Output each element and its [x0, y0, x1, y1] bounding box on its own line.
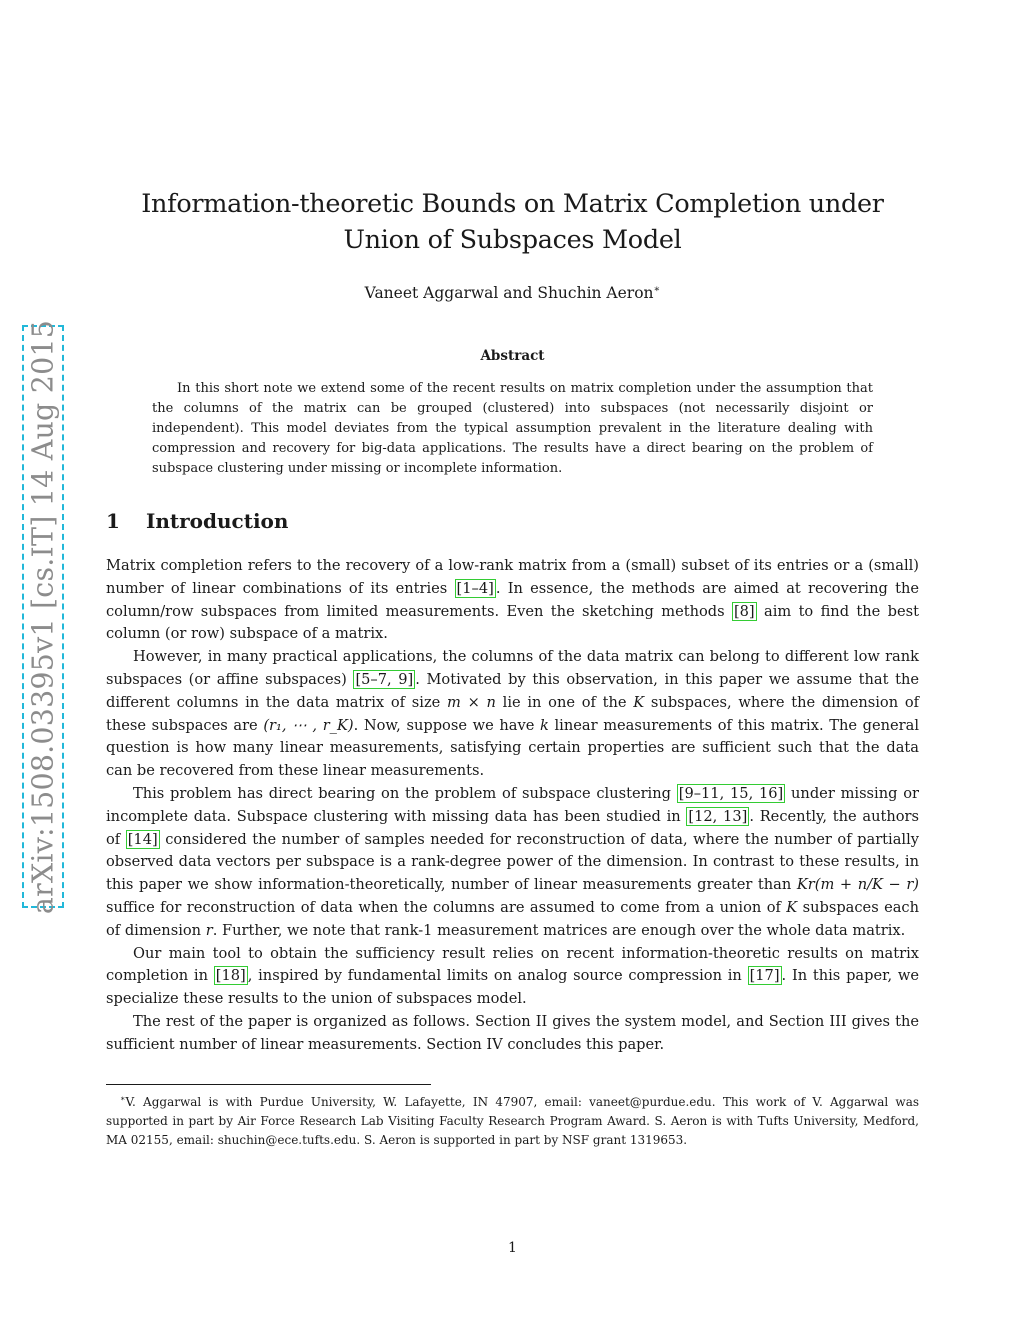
citation-link[interactable]: [14] [127, 830, 158, 848]
section-title: Introduction [146, 509, 289, 533]
math-inline: k [540, 716, 549, 734]
math-inline: m × n [447, 693, 496, 711]
math-inline: Kr(m + n/K − r) [796, 876, 920, 894]
arxiv-identifier-text: arXiv:1508.03395v1 [cs.IT] 14 Aug 2015 [26, 319, 60, 914]
abstract-body [152, 379, 873, 479]
author-line [106, 284, 919, 302]
citation-link[interactable]: [9–11, 15, 16] [678, 784, 784, 802]
citation-link[interactable]: [18] [215, 967, 246, 985]
math-inline: r [205, 921, 213, 939]
citation-link[interactable]: [12, 13] [688, 807, 748, 825]
footnote-marker: ∗ [120, 1094, 126, 1103]
math-inline: K [633, 693, 645, 711]
citation-link[interactable]: [5–7, 9] [355, 670, 414, 688]
paragraph-5: The rest of the paper is organized as follows. Section II gives the system model, and Section III gives the sufficient number of linear measurements. Section IV concludes this paper. [106, 1012, 919, 1053]
author-names: Vaneet Aggarwal and Shuchin Aeron [364, 284, 654, 303]
paragraph-1: Matrix completion refers to the recovery of a low-rank matrix from a (small) subset of its entries or a (small) number of linear combinations of its entries [1–4] . In essence, the methods are aimed at recovering the column/row subspaces from limited measurements. Even the sketching methods [8] aim to find the best column (or row) subspace of a matrix. [106, 557, 919, 643]
citation-link[interactable]: [17] [749, 967, 780, 985]
author-footnote-marker[interactable]: ∗ [653, 284, 661, 295]
paragraph-4: Our main tool to obtain the sufficiency result relies on recent information-theoretic results on matrix completion in [18] , inspired by fundamental limits on analog source compression in [17] . In this paper, we specialize these results to the union of subspaces model. [106, 944, 919, 1008]
paragraph-3: This problem has direct bearing on the problem of subspace clustering [9–11, 15, 16] under missing or incomplete data. Subspace clustering with missing data has been studied in [12, 13] . Recently, the authors of [14] considered the number of samples needed for reconstruction of data, where the number of partially observed data vectors per subspace is a rank-degree power of the dimension. In contrast to these results, in this paper we show information-theoretically, number of linear measurements greater than Kr(m + n/K − r) suffice for reconstruction of data when the columns are assumed to come from a union of K subspaces each of dimension r. Further, we note that rank-1 measurement matrices are enough over the whole data matrix. [106, 784, 920, 939]
math-inline: (r₁, ⋯ , r_K) [263, 716, 354, 734]
citation-link[interactable]: [8] [733, 602, 755, 620]
footnote-text: V. Aggarwal is with Purdue University, W. Lafayette, IN 47907, email: vaneet@purdue.edu. This work of V. Aggarwal was supported in part by Air Force Research Lab Visiting Faculty Research Program Award. S. Aeron is with Tufts University, Medford, MA 02155, email: shuchin@ece.tufts.edu. S. Aeron is supported in part by NSF grant 1319653. [106, 1095, 919, 1147]
abstract-paragraph: In this short note we extend some of the recent results on matrix completion under the assumption that the columns of the matrix can be grouped (clustered) into subspaces (not necessarily disjoint or independent). This model deviates from the typical assumption prevalent in the literature dealing with compression and recovery for big-data applications. The results have a direct bearing on the problem of subspace clustering under missing or incomplete information. [152, 381, 873, 476]
paper-title: Information-theoretic Bounds on Matrix Completion under Union of Subspaces Model [141, 189, 884, 255]
footnote-paragraph [106, 1089, 919, 1150]
page-number: 1 [508, 1240, 517, 1256]
section-number: 1 [106, 509, 120, 533]
author-footnote [106, 1089, 919, 1150]
abstract-heading: Abstract [480, 348, 545, 364]
paragraph-2: However, in many practical applications, the columns of the data matrix can belong to different low rank subspaces (or affine subspaces) [5–7, 9] . Motivated by this observation, in this paper we assume that the different columns in the data matrix of size m × n lie in one of the K subspaces, where the dimension of these subspaces are (r₁, ⋯ , r_K). Now, suppose we have k linear measurements of this matrix. The general question is how many linear measurements, satisfying certain properties are sufficient such that the data can be recovered from these linear measurements. [106, 648, 920, 780]
arxiv-identifier-stamp [22, 319, 64, 914]
section-heading-introduction [106, 509, 288, 533]
math-inline: K [786, 898, 798, 916]
footnote-divider [106, 1084, 431, 1085]
introduction-body [106, 555, 919, 1057]
citation-link[interactable]: [1–4] [456, 579, 494, 597]
